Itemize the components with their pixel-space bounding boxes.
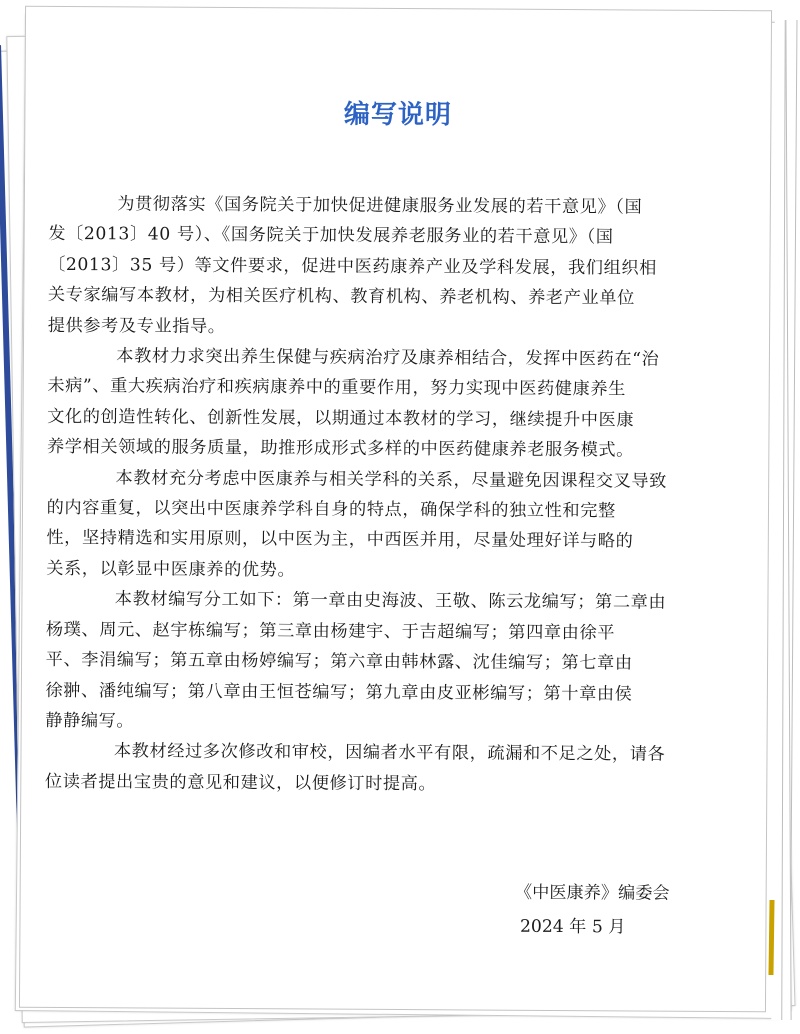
text-line: 发〔2013〕40 号）、《国务院关于加快发展养老服务业的若干意见》（国: [48, 224, 614, 248]
text-line: 杨璞、周元、赵宇栋编写；第三章由杨建宇、于吉超编写；第四章由徐平: [45, 619, 616, 644]
text-line: 的内容重复，以突出中医康养学科自身的特点，确保学科的独立性和完整: [46, 497, 616, 522]
text-line: 徐翀、潘纯编写；第八章由王恒苍编写；第九章由皮亚彬编写；第十章由侯: [45, 680, 633, 704]
text-line: 本教材力求突出养生保健与疾病治疗及康养相结合，发挥中医药在“治: [116, 346, 660, 370]
text-line: 本教材编写分工如下：第一章由史海波、王敬、陈云龙编写；第二章由: [114, 589, 667, 613]
text-line: 本教材充分考虑中医康养与相关学科的关系，尽量避免因课程交叉导致: [115, 467, 668, 492]
paragraph-5: [44, 736, 727, 801]
cover-edge-gold: [768, 900, 774, 975]
text-line: 关专家编写本教材，为相关医疗机构、教育机构、养老机构、养老产业单位: [47, 285, 635, 309]
text-line: 性，坚持精选和实用原则，以中医为主，中西医并用，尽量处理好详与略的: [46, 528, 634, 552]
text-line: 平、李涓编写；第五章由杨婷编写；第六章由韩林露、沈佳编写；第七章由: [45, 649, 633, 674]
text-line: 未病”、重大疾病治疗和疾病康养中的重要作用，努力实现中医药健康养生: [47, 376, 626, 400]
signature-date: 2024 年 5 月: [519, 916, 626, 938]
paragraph-3: [46, 463, 730, 589]
paragraph-2: [46, 341, 730, 467]
paragraph-1: [47, 189, 731, 345]
text-line: 为贯彻落实《国务院关于加快促进健康服务业发展的若干意见》（国: [117, 194, 643, 218]
page-title: 编写说明: [343, 99, 452, 131]
text-line: 养学相关领域的服务质量，助推形成形式多样的中医药健康养老服务模式。: [46, 437, 635, 461]
text-line: 提供参考及专业指导。: [47, 315, 226, 337]
text-line: 本教材经过多次修改和审校，因编者水平有限，疏漏和不足之处，请各: [113, 741, 666, 765]
text-line: 文化的创造性转化、创新性发展，以期通过本教材的学习，继续提升中医康: [47, 406, 635, 431]
paragraph-4: [45, 584, 729, 740]
document-page: [19, 6, 772, 1013]
text-line: 〔2013〕35 号）等文件要求，促进中医药康养产业及学科发展，我们组织相: [48, 254, 658, 279]
text-line: 关系，以彰显中医康养的优势。: [46, 558, 296, 581]
body-text: [44, 189, 731, 801]
text-line: 静静编写。: [45, 710, 135, 732]
text-line: 位读者提出宝贵的意见和建议，以便修订时提高。: [44, 771, 437, 794]
signature-org: 《中医康养》编委会: [514, 882, 670, 904]
